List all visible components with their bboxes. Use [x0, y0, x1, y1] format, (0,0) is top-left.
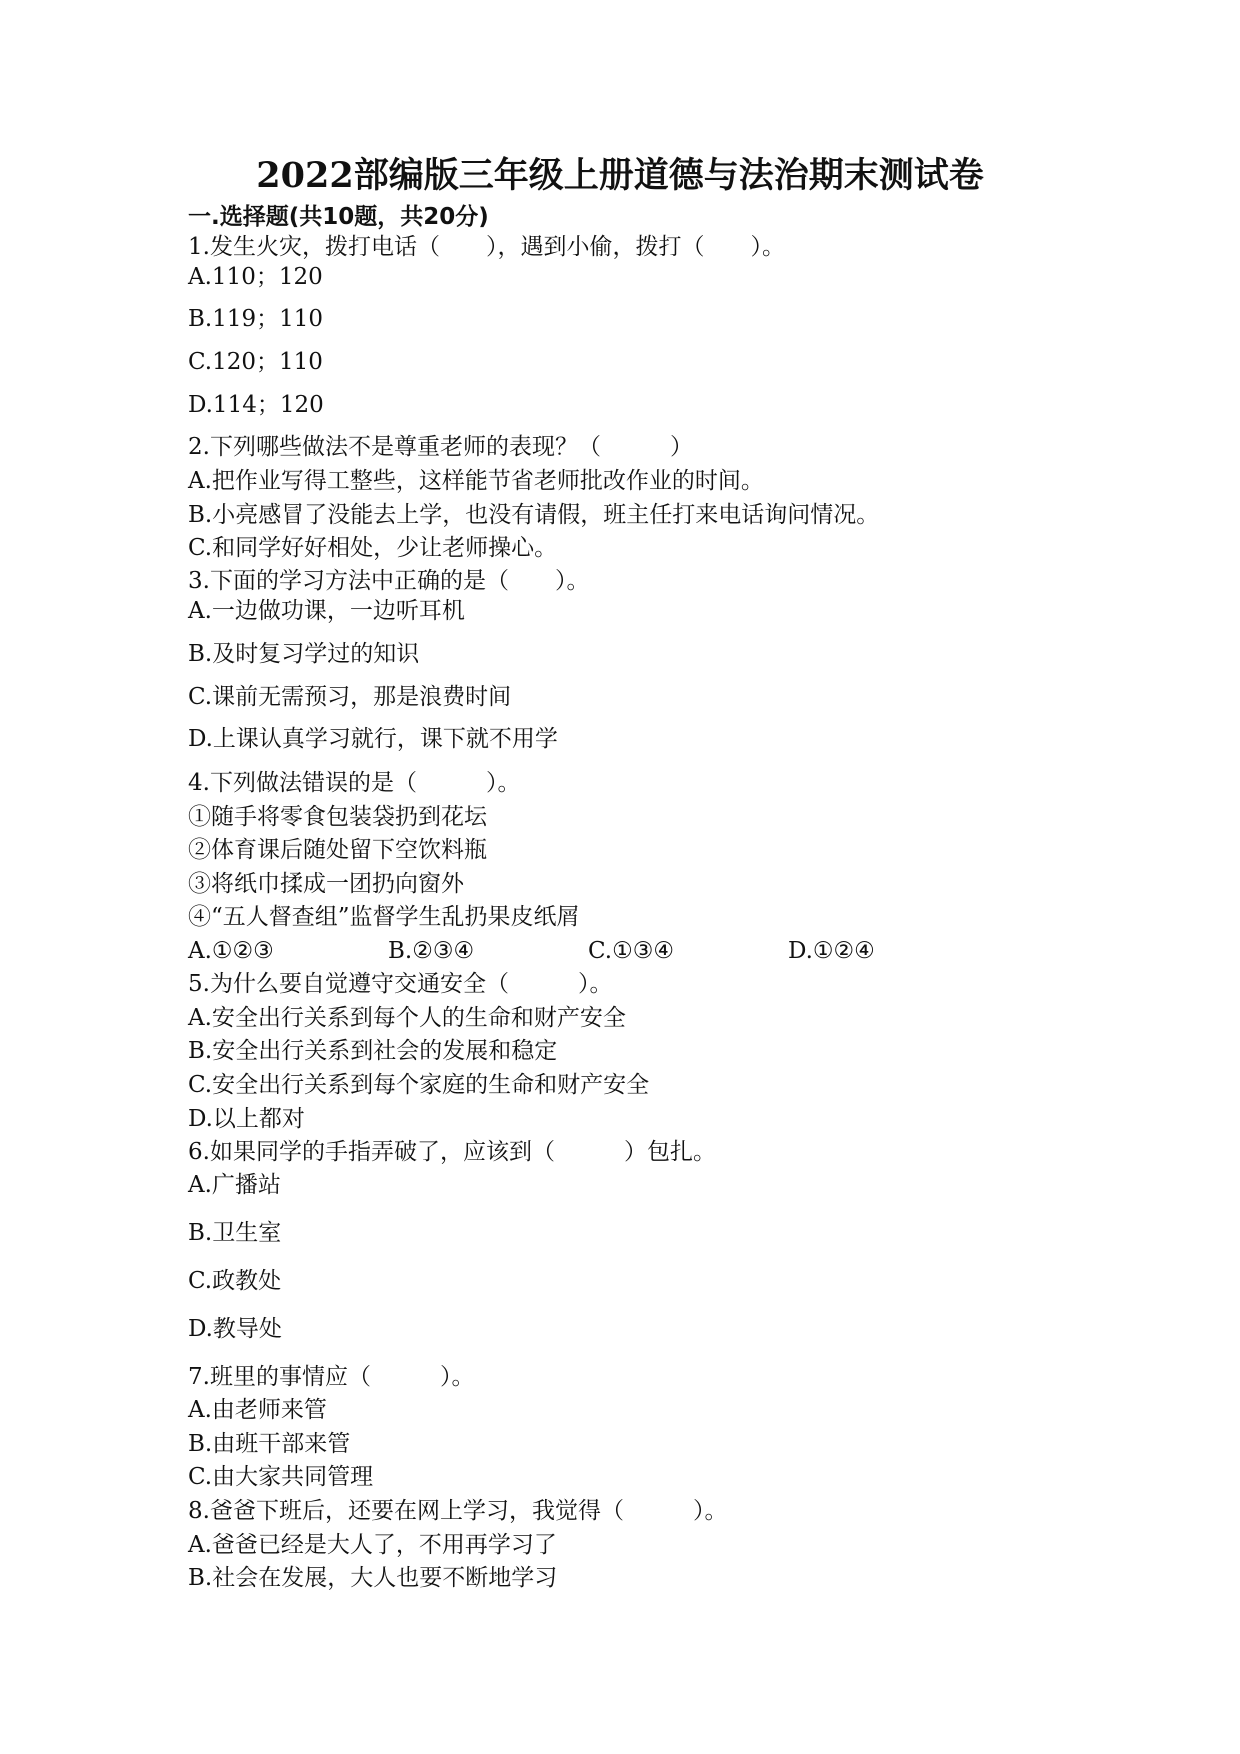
question-7-stem: 7.班里的事情应（ ）。 — [188, 1364, 475, 1390]
question-6-option-b: B.卫生室 — [188, 1220, 282, 1246]
question-4-option-a: A.①②③ — [188, 938, 274, 964]
question-5-stem: 5.为什么要自觉遵守交通安全（ ）。 — [188, 971, 613, 997]
question-8-option-a: A.爸爸已经是大人了，不用再学习了 — [188, 1532, 557, 1558]
question-7-option-a: A.由老师来管 — [188, 1397, 327, 1423]
page-title: 2022部编版三年级上册道德与法治期末测试卷 — [256, 155, 984, 196]
question-7-option-b: B.由班干部来管 — [188, 1431, 351, 1457]
question-4-option-b: B.②③④ — [388, 938, 475, 964]
question-1-option-c: C.120；110 — [188, 349, 323, 375]
question-3-stem: 3.下面的学习方法中正确的是（ ）。 — [188, 568, 590, 594]
question-4-option-c: C.①③④ — [588, 938, 674, 964]
question-4-item-1: ①随手将零食包装袋扔到花坛 — [188, 804, 487, 830]
question-2-stem: 2.下列哪些做法不是尊重老师的表现？（ ） — [188, 434, 693, 460]
question-4-option-d: D.①②④ — [788, 938, 875, 964]
question-3-option-b: B.及时复习学过的知识 — [188, 641, 420, 667]
question-6-option-d: D.教导处 — [188, 1316, 282, 1342]
question-3-option-a: A.一边做功课，一边听耳机 — [188, 598, 465, 624]
question-8-stem: 8.爸爸下班后，还要在网上学习，我觉得（ ）。 — [188, 1498, 728, 1524]
question-5-option-c: C.安全出行关系到每个家庭的生命和财产安全 — [188, 1072, 650, 1098]
question-6-option-c: C.政教处 — [188, 1268, 282, 1294]
question-6-option-a: A.广播站 — [188, 1172, 281, 1198]
question-4-item-3: ③将纸巾揉成一团扔向窗外 — [188, 871, 464, 897]
question-5-option-a: A.安全出行关系到每个人的生命和财产安全 — [188, 1005, 626, 1031]
question-3-option-d: D.上课认真学习就行，课下就不用学 — [188, 726, 558, 752]
question-2-option-a: A.把作业写得工整些，这样能节省老师批改作业的时间。 — [188, 468, 764, 494]
question-1-stem: 1.发生火灾，拨打电话（ ），遇到小偷，拨打（ ）。 — [188, 234, 785, 260]
question-2-option-b: B.小亮感冒了没能去上学，也没有请假，班主任打来电话询问情况。 — [188, 502, 880, 528]
question-6-stem: 6.如果同学的手指弄破了，应该到（ ）包扎。 — [188, 1139, 716, 1165]
question-3-option-c: C.课前无需预习，那是浪费时间 — [188, 684, 512, 710]
question-1-option-d: D.114；120 — [188, 392, 324, 418]
question-8-option-b: B.社会在发展，大人也要不断地学习 — [188, 1565, 558, 1591]
question-1-option-b: B.119；110 — [188, 306, 324, 332]
question-1-option-a: A.110；120 — [188, 264, 323, 290]
section-heading: 一.选择题(共10题，共20分) — [188, 204, 489, 230]
question-4-item-2: ②体育课后随处留下空饮料瓶 — [188, 837, 487, 863]
question-2-option-c: C.和同学好好相处，少让老师操心。 — [188, 535, 558, 561]
question-4-stem: 4.下列做法错误的是（ ）。 — [188, 770, 521, 796]
question-7-option-c: C.由大家共同管理 — [188, 1464, 374, 1490]
question-4-item-4: ④“五人督查组”监督学生乱扔果皮纸屑 — [188, 904, 580, 930]
question-5-option-d: D.以上都对 — [188, 1106, 305, 1132]
question-5-option-b: B.安全出行关系到社会的发展和稳定 — [188, 1038, 558, 1064]
